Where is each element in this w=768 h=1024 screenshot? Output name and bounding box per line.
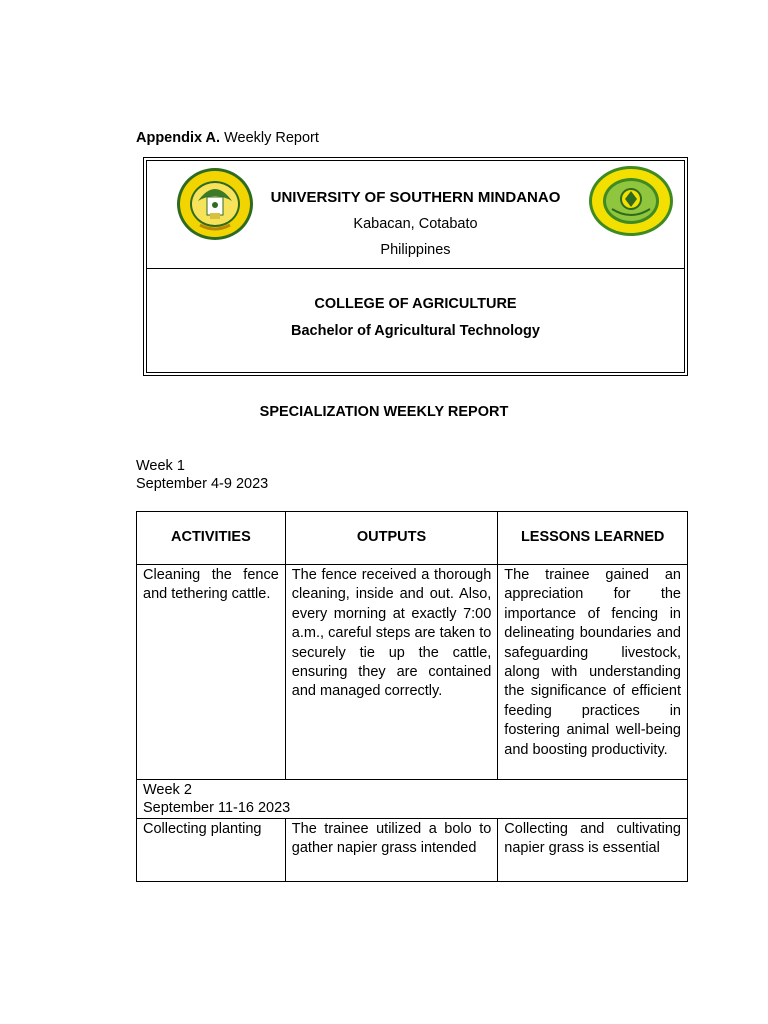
header-activities: ACTIVITIES (137, 512, 286, 565)
university-location-city: Kabacan, Cotabato (353, 216, 478, 232)
week1-block (136, 457, 268, 493)
week2-cell (137, 780, 688, 819)
activity-cell: Collecting planting (137, 819, 286, 882)
usm-seal-icon (176, 167, 254, 246)
university-name: UNIVERSITY OF SOUTHERN MINDANAO (270, 189, 561, 206)
page-break-gap (378, 909, 416, 915)
university-header-box (143, 157, 688, 376)
output-cell: The trainee utilized a bolo to gather napier grass intended (285, 819, 498, 882)
report-title: SPECIALIZATION WEEKLY REPORT (259, 404, 509, 420)
week1-dates: September 4-9 2023 (136, 476, 269, 492)
header-divider (147, 268, 684, 269)
table-row (137, 819, 688, 882)
week1-label: Week 1 (136, 458, 185, 474)
header-lessons-learned: LESSONS LEARNED (498, 512, 688, 565)
appendix-label: Appendix A. (136, 130, 221, 146)
table-header-row (137, 512, 688, 565)
week2-row (137, 780, 688, 819)
university-location-country: Philippines (380, 242, 451, 258)
header-outputs: OUTPUTS (285, 512, 498, 565)
activity-cell: Cleaning the fence and tethering cattle. (137, 565, 286, 780)
week2-dates: September 11-16 2023 (143, 800, 291, 816)
page-bottom-margin (0, 912, 768, 1024)
appendix-title: Weekly Report (224, 130, 319, 146)
lesson-cell: The trainee gained an appreciation for the importance of fencing in delineating boundaries and safeguarding livestock, along with understanding the significance of efficient feeding practices in fostering animal well-being and boosting productivity. (498, 565, 688, 780)
week2-label: Week 2 (143, 782, 192, 798)
appendix-heading (136, 130, 319, 146)
college-name: COLLEGE OF AGRICULTURE (314, 296, 517, 312)
output-cell: The fence received a thorough cleaning, inside and out. Also, every morning at exactly 7:00 a.m., careful steps are taken to securely tie up the cattle, ensuring they are contained and managed correctly. (285, 565, 498, 780)
header-inner-frame (146, 160, 685, 373)
program-name: Bachelor of Agricultural Technology (291, 323, 540, 339)
lesson-cell: Collecting and cultivating napier grass is essential (498, 819, 688, 882)
weekly-report-table (136, 511, 688, 882)
table-row (137, 565, 688, 780)
